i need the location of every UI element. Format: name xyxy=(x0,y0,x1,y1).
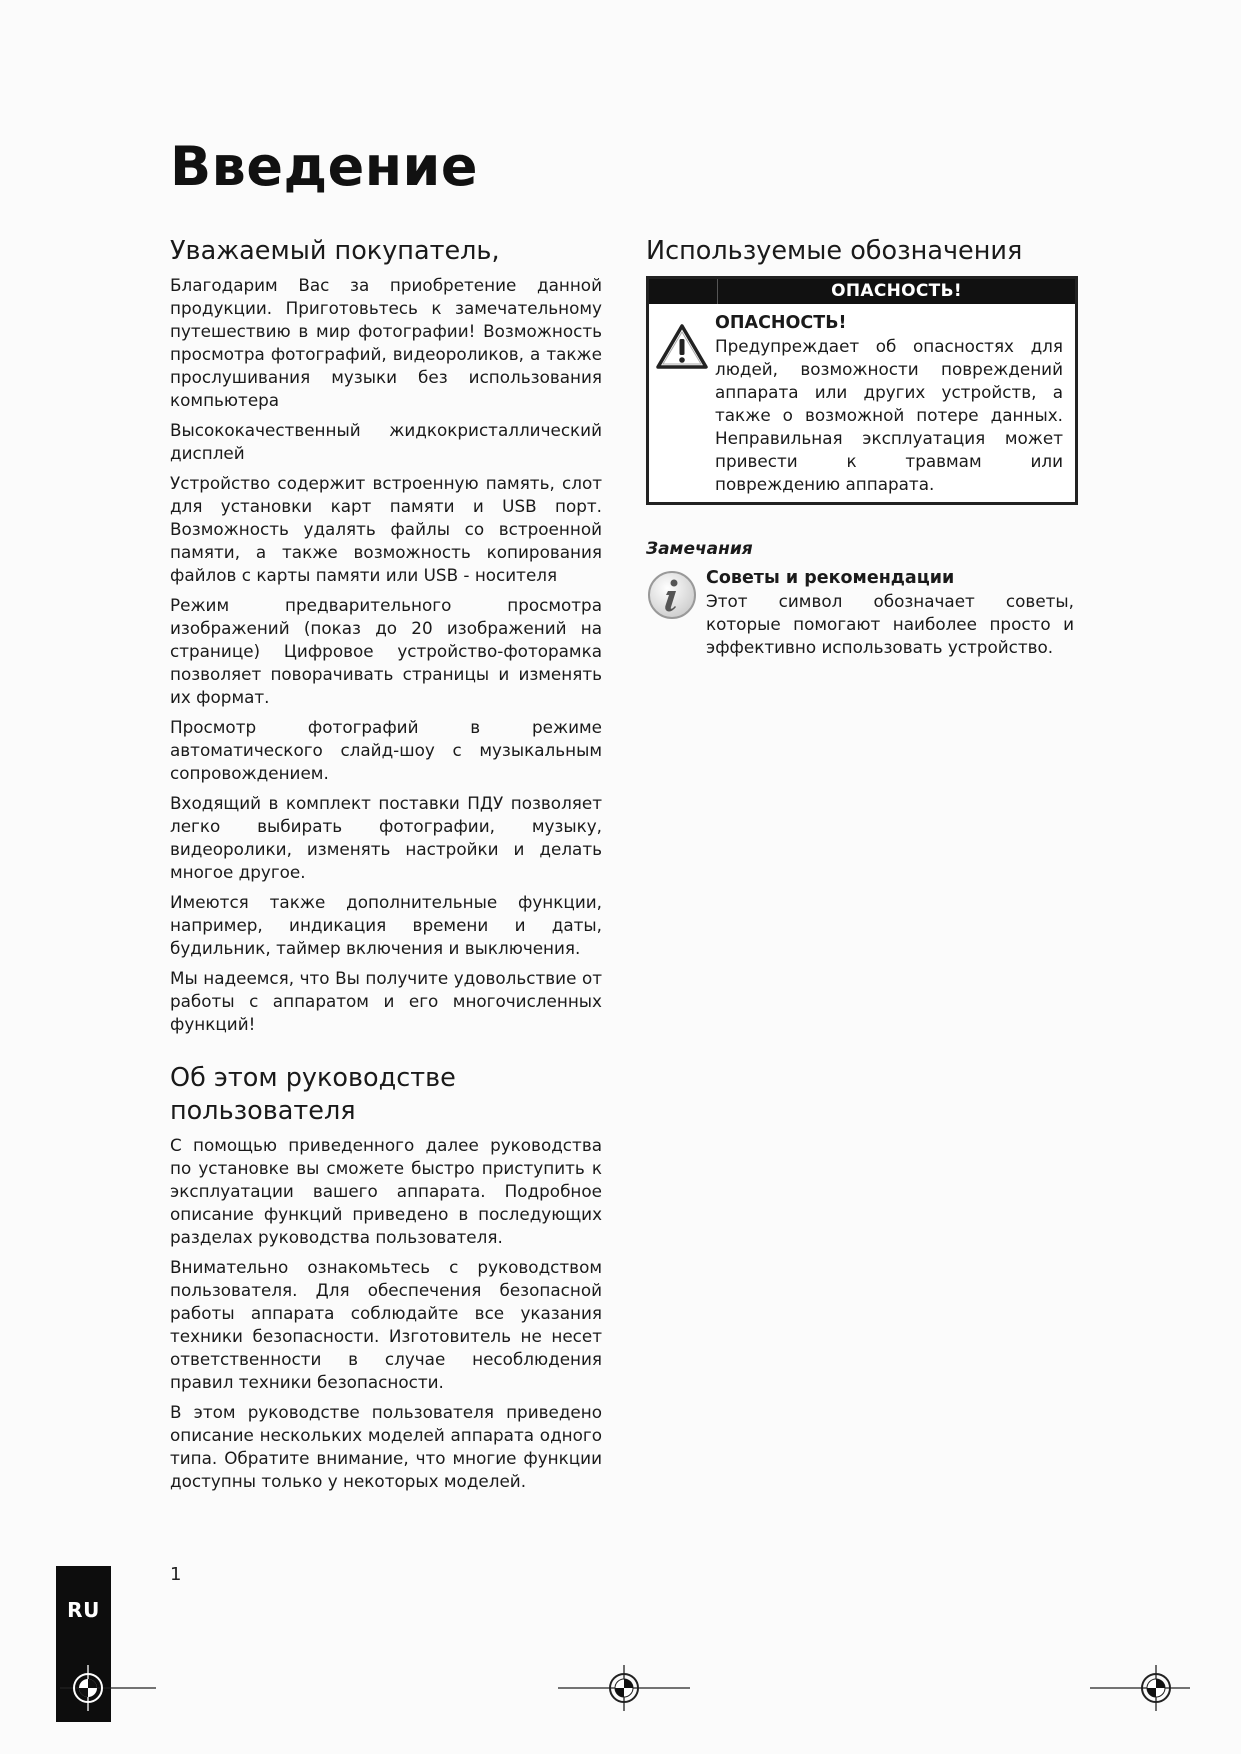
info-note xyxy=(646,567,1086,659)
warning-triangle-icon xyxy=(655,310,715,496)
danger-header-label: ОПАСНОСТЬ! xyxy=(831,281,962,301)
manual-paragraph: Внимательно ознакомьтесь с руководством пользователя. Для обеспечения безопасной работы аппарата соблюдайте все указания техники безопасности. Изготовитель не несет ответственности в случае несоблюдения правил техники безопасности. xyxy=(170,1257,602,1392)
greeting-paragraph: Высококачественный жидкокристаллический дисплей xyxy=(170,420,602,463)
manual-heading-line1: Об этом руководстве xyxy=(170,1063,456,1093)
right-column xyxy=(646,235,1086,659)
left-column xyxy=(170,235,602,1500)
symbols-heading: Используемые обозначения xyxy=(646,236,1023,266)
language-label: RU xyxy=(67,1598,100,1622)
info-text: Этот символ обозначает советы, которые помогают наиболее просто и эффективно использовать устройство. xyxy=(706,591,1074,657)
manual-paragraph: В этом руководстве пользователя приведено описание нескольких моделей аппарата одного типа. Обратите внимание, что многие функции доступны только у некоторых моделей. xyxy=(170,1402,602,1491)
registration-mark-icon xyxy=(60,1665,156,1711)
manual-paragraph: С помощью приведенного далее руководства по установке вы сможете быстро приступить к эксплуатации вашего аппарата. Подробное описание функций приведено в последующих разделах руководства пользователя. xyxy=(170,1135,602,1247)
page-number: 1 xyxy=(170,1564,182,1585)
manual-heading-line2: пользователя xyxy=(170,1096,356,1126)
greeting-paragraph: Мы надеемся, что Вы получите удовольствие от работы с аппаратом и его многочисленных функций! xyxy=(170,968,602,1034)
danger-text: Предупреждает об опасностях для людей, возможности повреждений аппарата или других устройств, а также о возможной потере данных. Неправильная эксплуатация может привести к травмам или повреждению аппарата. xyxy=(715,336,1063,494)
info-title: Советы и рекомендации xyxy=(706,568,955,588)
greeting-paragraph: Просмотр фотографий в режиме автоматического слайд-шоу с музыкальным сопровождением. xyxy=(170,717,602,783)
greeting-paragraph: Благодарим Вас за приобретение данной продукции. Приготовьтесь к замечательному путешествию в мир фотографии! Возможность просмотра фотографий, видеороликов, а также прослушивания музыки без использования компьютера xyxy=(170,275,602,410)
danger-box xyxy=(646,276,1078,505)
notes-heading: Замечания xyxy=(646,539,753,559)
registration-mark-icon xyxy=(558,1665,690,1711)
page-title: Введение xyxy=(170,135,478,198)
registration-mark-icon xyxy=(1090,1665,1190,1711)
greeting-paragraph: Режим предварительного просмотра изображений (показ до 20 изображений на странице) Цифровое устройство-фоторамка позволяет поворачивать страницы и изменять их формат. xyxy=(170,595,602,707)
info-icon xyxy=(646,567,706,659)
danger-title: ОПАСНОСТЬ! xyxy=(715,313,847,333)
danger-header xyxy=(649,279,1075,304)
manual-heading xyxy=(170,1062,602,1128)
greeting-paragraph: Имеются также дополнительные функции, например, индикация времени и даты, будильник, таймер включения и выключения. xyxy=(170,892,602,958)
greeting-heading: Уважаемый покупатель, xyxy=(170,236,500,266)
greeting-paragraph: Входящий в комплект поставки ПДУ позволяет легко выбирать фотографии, музыку, видеоролики, изменять настройки и делать многое другое. xyxy=(170,793,602,882)
greeting-paragraph: Устройство содержит встроенную память, слот для установки карт памяти и USB порт. Возможность удалять файлы со встроенной памяти, а также возможность копирования файлов с карты памяти или USB - носителя xyxy=(170,473,602,585)
